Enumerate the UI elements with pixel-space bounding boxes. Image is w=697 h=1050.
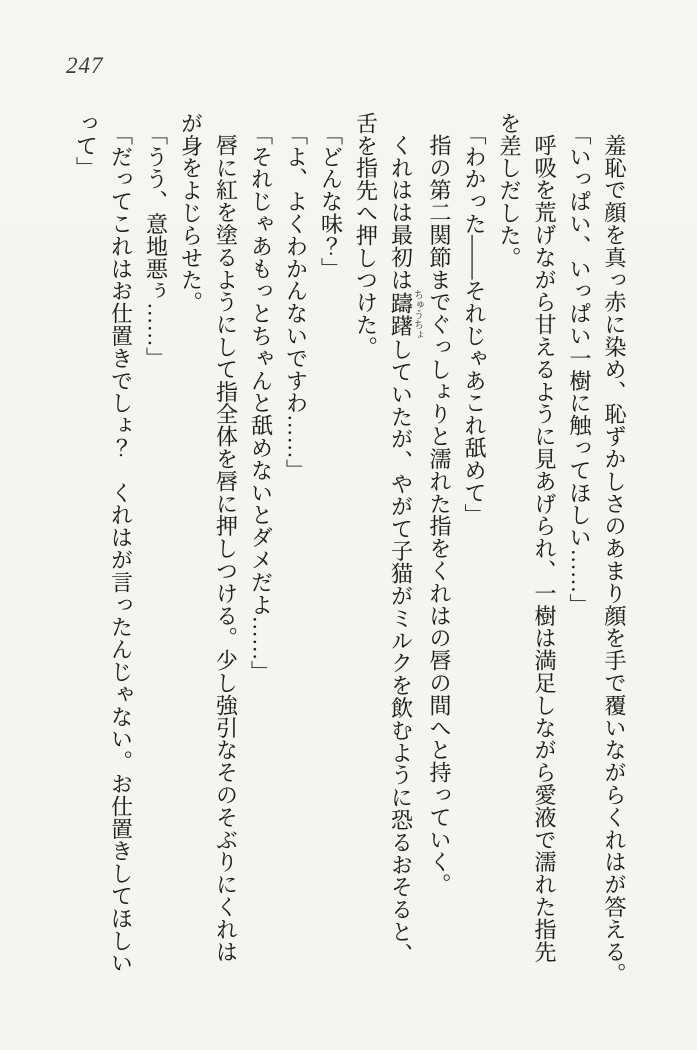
text-line: 「だってこれはお仕置きでしょ？ くれはが言ったんじゃない。お仕置きしてほしい — [108, 123, 134, 975]
text-line: 指の第二関節までぐっしょりと濡れた指をくれはの唇の間へと持っていく。 — [427, 134, 452, 896]
text-line: 「いっぱい、いっぱい一樹に触ってほしい……」 — [567, 123, 592, 616]
paragraph-7-dialogue — [314, 112, 349, 994]
text-line: くれはは最初は — [388, 134, 414, 291]
paragraph-4-dialogue — [457, 112, 492, 994]
text-line: 呼吸を荒げながら甘えるように見あげられ、一樹は満足しながら愛液で濡れた指先 — [532, 134, 557, 963]
text-line: していたが、やがて子猫がミルクを飲むように恐るおそると、 — [388, 338, 414, 966]
text-line: を差しだした。 — [497, 112, 522, 269]
text-line: 「それじゃあもっとちゃんと舐めないとダメだよ……」 — [248, 123, 274, 683]
text-line: 「わかった――それじゃあこれ舐めて」 — [462, 123, 487, 527]
paragraph-10 — [174, 112, 244, 994]
text-line: 舌を指先へ押しつけた。 — [353, 112, 379, 359]
page-number: 247 — [66, 53, 104, 78]
paragraph-11-dialogue — [139, 112, 174, 994]
text-line: 羞恥で顔を真っ赤に染め、恥ずかしさのあまり顔を手で覆いながらくれはが答える。 — [602, 134, 627, 986]
text-line: 「うう、意地悪ぅ……」 — [143, 123, 169, 370]
paragraph-3 — [492, 112, 562, 994]
text-line: が身をよじらせた。 — [178, 112, 204, 314]
furigana: ちゅうちょ — [411, 289, 423, 340]
vertical-text-block — [66, 112, 632, 994]
paragraph-12-dialogue — [69, 112, 139, 994]
text-line: 唇に紅を塗るようにして指全体を唇に押しつける。少し強引なそのそぶりにくれは — [213, 134, 239, 963]
ruby-base: 躊躇 — [388, 289, 414, 340]
text-line: 「よ、よくわかんないですわ……」 — [283, 123, 309, 482]
ruby-annotation — [388, 289, 423, 340]
text-line: 「どんな味？」 — [318, 123, 344, 280]
paragraph-9-dialogue — [244, 112, 279, 994]
paragraph-8-dialogue — [279, 112, 314, 994]
paragraph-2-dialogue — [562, 112, 597, 994]
paragraph-5 — [422, 112, 457, 994]
paragraph-6-with-ruby — [349, 112, 423, 994]
text-line: って」 — [73, 112, 99, 180]
paragraph-1 — [597, 112, 632, 994]
